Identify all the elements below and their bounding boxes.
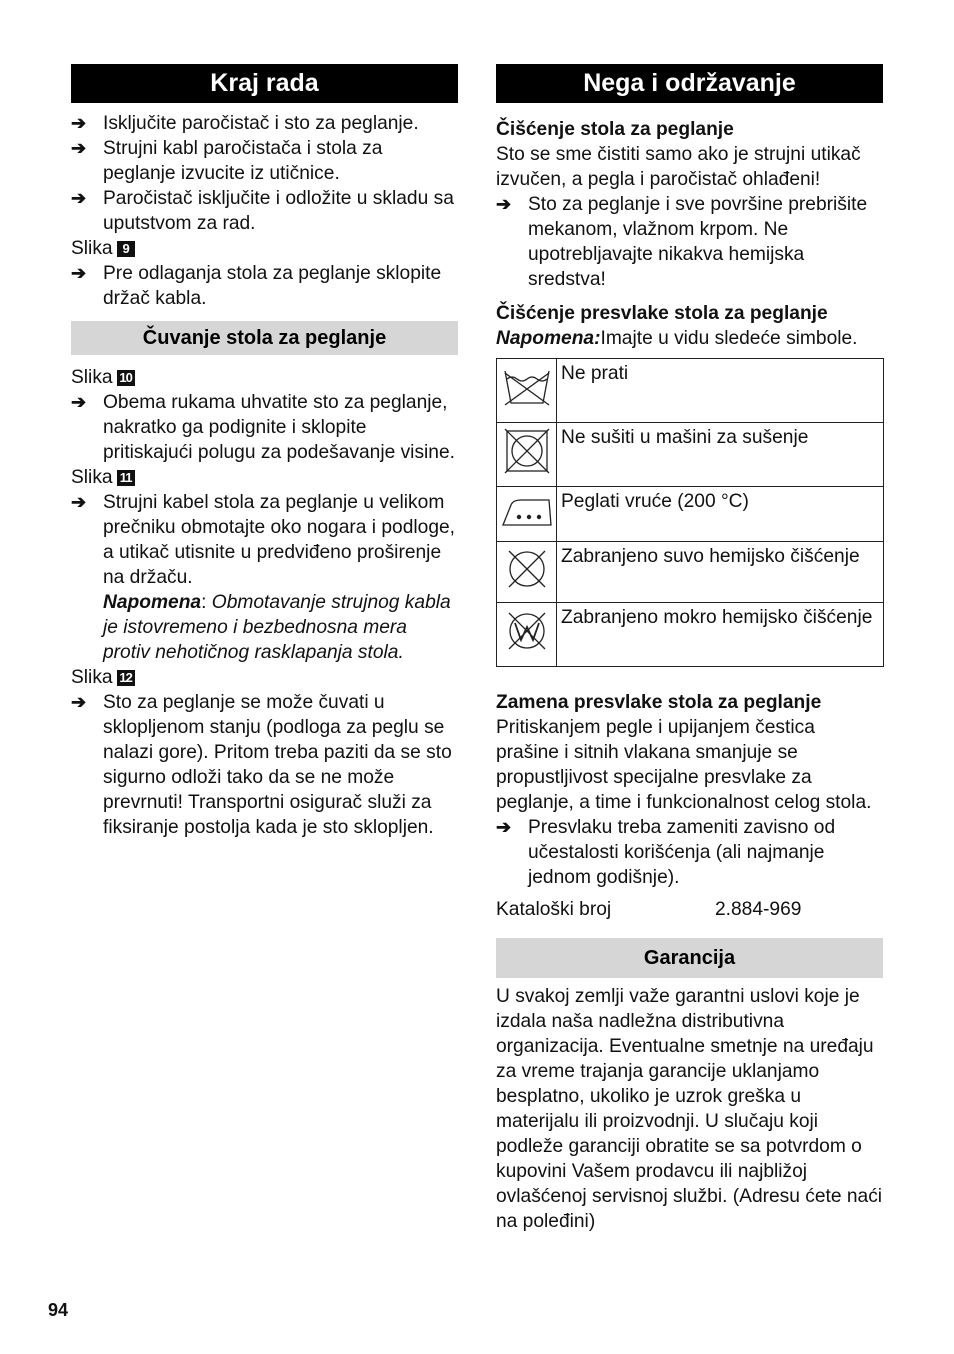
table-row [497,487,884,542]
section-title-end-of-work: Kraj rada [71,64,458,103]
catalog-number-row [496,897,883,922]
page-number: 94 [48,1300,69,1320]
iron-hot-icon [499,491,555,531]
arrow-right-icon: ➔ [71,113,87,133]
no-wash-icon [499,361,555,413]
arrow-right-icon: ➔ [71,138,87,158]
list-item: ➔ Obema rukama uhvatite sto za peglanje, nakratko ga podignite i sklopite pritiskajući polugu za podešavanje visine. [71,392,455,463]
arrow-right-icon: ➔ [71,392,87,412]
paragraph: U svakoj zemlji važe garantni uslovi koje je izdala naša nadležna distributivna organizacija. Eventualne smetnje na uređaju za vreme trajanja garancije uklanjamo besplatno, ukoliko je uzrok greška u materijalu ili proizvodnji. U slučaju koji podleže garanciji obratite se sa potvrdom o kupovini Vašem prodavcu ili najbližoj ovlašćenoj servisnoj službi. (Adresu ćete naći na poleđini) [496,986,883,1232]
arrow-right-icon: ➔ [71,263,87,283]
catalog-label: Kataloški broj [496,899,612,920]
figure-reference: Slika 11 [71,465,458,490]
note-paragraph: Napomena: Obmotavanje strujnog kabla je istovremeno i bezbednosna mera protiv nehotičnog rasklapanja stola. [103,592,451,663]
paragraph: Sto se sme čistiti samo ako je strujni utikač izvučen, a pegla i paročistač ohlađeni! [496,144,861,190]
figure-number-badge: 9 [117,241,135,257]
arrow-right-icon: ➔ [71,692,87,712]
symbol-description: Zabranjeno suvo hemijsko čišćenje [557,542,884,603]
care-symbols-table [496,358,884,667]
figure-reference: Slika 9 [71,236,458,261]
arrow-right-icon: ➔ [71,188,87,208]
paragraph: Pritiskanjem pegle i upijanjem čestica prašine i sitnih vlakana smanjuje se propustljivost specijalne presvlake za peglanje, a time i funkcionalnost celog stola. [496,717,872,813]
no-dry-clean-icon [499,544,555,594]
note-paragraph: Napomena:Imajte u vidu sledeće simbole. [496,328,858,349]
subheading-cleaning-cover: Čišćenje presvlake stola za peglanje [496,303,828,324]
symbol-description: Peglati vruće (200 °C) [557,487,884,542]
note-label: Napomena: [496,328,601,349]
symbol-cell [497,359,557,423]
arrow-right-icon: ➔ [496,817,512,837]
arrow-right-icon: ➔ [71,492,87,512]
table-row [497,542,884,603]
figure-number-badge: 10 [117,370,135,386]
arrow-right-icon: ➔ [496,194,512,214]
left-column [71,64,458,840]
table-row [497,359,884,423]
symbol-cell [497,542,557,603]
list-item: ➔ Pre odlaganja stola za peglanje sklopite držač kabla. [71,263,442,309]
list-item: ➔ Strujni kabel stola za peglanje u velikom prečniku obmotajte oko nogara i podloge, a utikač utisnite u predviđeno proširenje na držaču. [71,492,456,588]
symbol-cell [497,487,557,542]
list-item: ➔ Strujni kabl paročistača i stola za peglanje izvucite iz utičnice. [71,138,383,184]
figure-reference: Slika 12 [71,665,458,690]
symbol-cell [497,603,557,667]
list-item: ➔ Paročistač isključite i odložite u skladu sa uputstvom za rad. [71,188,454,234]
symbol-description: Ne prati [557,359,884,423]
table-row [497,603,884,667]
list-item: ➔ Sto za peglanje i sve površine prebrišite mekanom, vlažnom krpom. Ne upotrebljavajte nikakva hemijska sredstva! [496,194,868,290]
list-item: ➔ Isključite paročistač i sto za peglanje. [71,113,419,134]
figure-number-badge: 11 [117,470,135,486]
subheading-cleaning-table: Čišćenje stola za peglanje [496,119,734,140]
table-row [497,423,884,487]
symbol-cell [497,423,557,487]
subheading-replace-cover: Zamena presvlake stola za peglanje [496,692,822,713]
no-wet-clean-icon [499,605,555,657]
list-item: ➔ Sto za peglanje se može čuvati u sklopljenom stanju (podloga za peglu se nalazi gore). Pritom treba paziti da se sto sigurno odloži tako da se ne može prevrnuti! Transportni osigurač služi za fiksiranje postolja kada je sto sklopljen. [71,692,452,838]
section-title-care-maintenance: Nega i održavanje [496,64,883,103]
note-label: Napomena [103,592,202,613]
list-item: ➔ Presvlaku treba zameniti zavisno od učestalosti korišćenja (ali najmanje jednom godišnje). [496,817,836,888]
figure-reference: Slika 10 [71,365,458,390]
figure-number-badge: 12 [117,670,135,686]
symbol-description: Zabranjeno mokro hemijsko čišćenje [557,603,884,667]
symbol-description: Ne sušiti u mašini za sušenje [557,423,884,487]
right-column [496,64,883,1234]
section-title-storage: Čuvanje stola za peglanje [71,321,458,355]
no-tumble-dry-icon [499,425,555,477]
catalog-value: 2.884-969 [715,899,802,920]
section-title-warranty: Garancija [496,938,883,978]
